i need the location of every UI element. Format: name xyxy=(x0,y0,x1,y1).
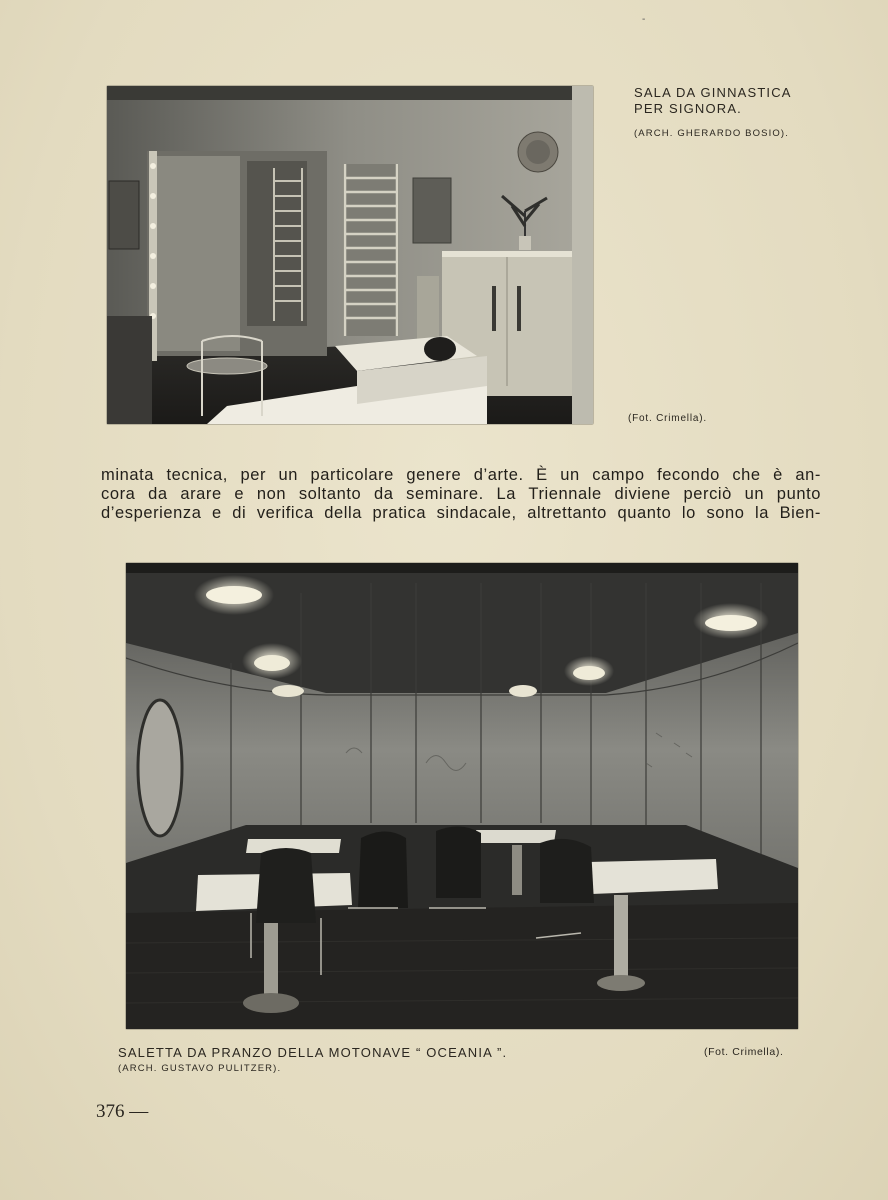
photo1-caption-architect: (ARCH. GHERARDO BOSIO). xyxy=(634,128,790,139)
article-body-text xyxy=(101,466,821,523)
page-mark: - xyxy=(642,14,646,25)
gym-room-photo xyxy=(107,86,593,424)
photo1-caption-title xyxy=(634,85,834,117)
body-text-line: d’esperienza e di verifica della pratica sindacale, altrettanto quanto lo sono la Bien- xyxy=(101,504,821,522)
page-number: 376 — xyxy=(96,1101,149,1122)
ship-dining-room-photo xyxy=(126,563,798,1029)
body-text-line: minata tecnica, per un particolare genere d’arte. È un campo fecondo che è an- xyxy=(101,466,821,484)
photo2-caption-title: SALETTA DA PRANZO DELLA MOTONAVE “ OCEANIA ”. xyxy=(118,1045,508,1060)
photo2-caption-architect: (ARCH. GUSTAVO PULITZER). xyxy=(118,1063,282,1074)
photo1-photo-credit: (Fot. Crimella). xyxy=(628,413,707,424)
photo1-caption-title-line1: SALA DA GINNASTICA xyxy=(634,85,792,100)
photo1-caption-title-line2: PER SIGNORA. xyxy=(634,101,742,116)
body-text-line: cora da arare e non soltanto da seminare. La Triennale diviene perciò un punto xyxy=(101,485,821,503)
photo2-photo-credit: (Fot. Crimella). xyxy=(704,1046,784,1058)
